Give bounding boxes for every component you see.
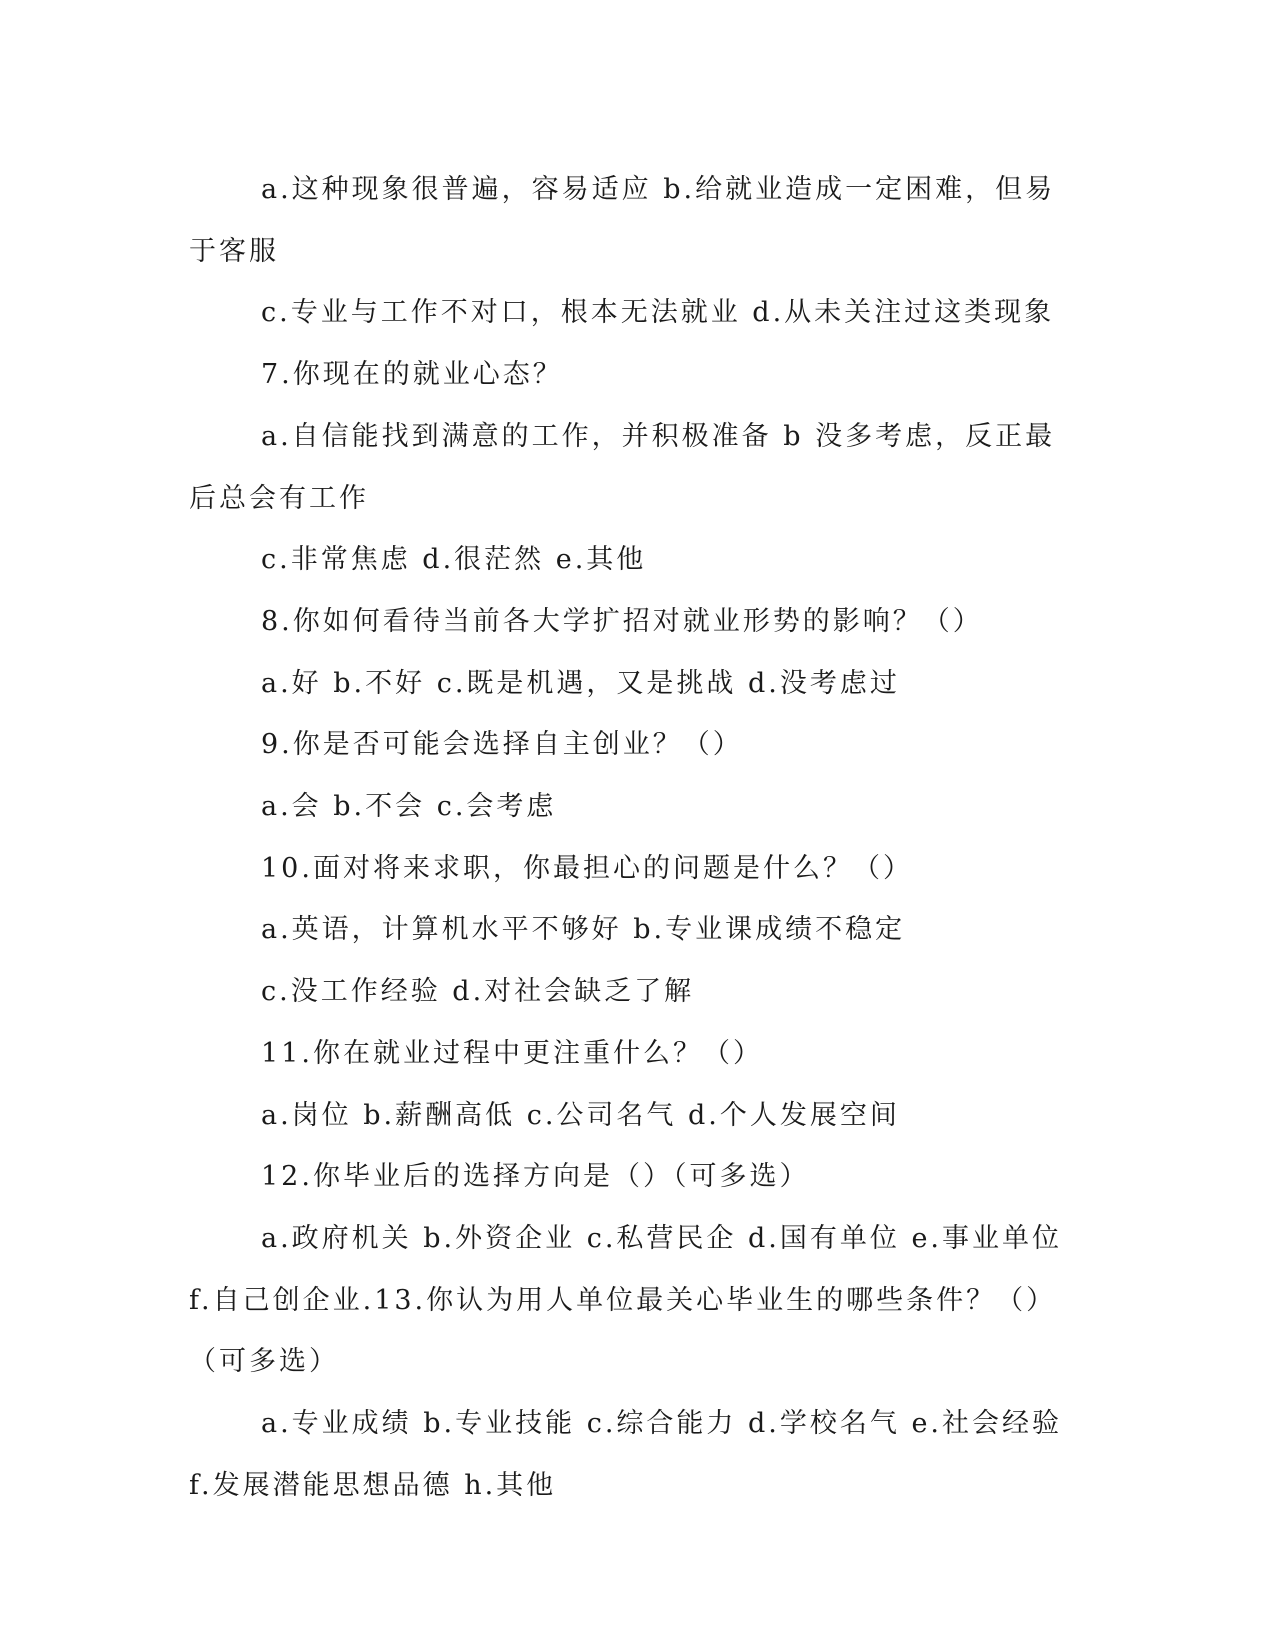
question-8: 8.你如何看待当前各大学扩招对就业形势的影响？（）: [261, 605, 983, 637]
answer-options-q9: a.会 b.不会 c.会考虑: [261, 791, 557, 823]
answer-options-q6-line2: c.专业与工作不对口，根本无法就业 d.从未关注过这类现象: [261, 297, 1055, 329]
answer-options-q10-line2: c.没工作经验 d.对社会缺乏了解: [261, 976, 695, 1008]
answer-options-q13: a.专业成绩 b.专业技能 c.综合能力 d.学校名气 e.社会经验 f.发展潜能思想品德 h.其他: [189, 1408, 1063, 1501]
question-9: 9.你是否可能会选择自主创业？（）: [261, 729, 743, 761]
answer-options-q12-and-question-13: a.政府机关 b.外资企业 c.私营民企 d.国有单位 e.事业单位 f.自己创企业.13.你认为用人单位最关心毕业生的哪些条件？（）（可多选）: [189, 1222, 1063, 1378]
answer-options-q10-line1: a.英语，计算机水平不够好 b.专业课成绩不稳定: [261, 914, 906, 946]
answer-options-q11: a.岗位 b.薪酬高低 c.公司名气 d.个人发展空间: [261, 1099, 900, 1131]
answer-options-q7-line1: a.自信能找到满意的工作，并积极准备 b 没多考虑，反正最后总会有工作: [189, 420, 1056, 514]
question-12: 12.你毕业后的选择方向是（）（可多选）: [261, 1161, 810, 1193]
question-11: 11.你在就业过程中更注重什么？（）: [261, 1037, 763, 1069]
question-10: 10.面对将来求职，你最担心的问题是什么？（）: [261, 852, 913, 884]
answer-options-q7-line2: c.非常焦虑 d.很茫然 e.其他: [261, 544, 647, 576]
answer-options-q6-line1: a.这种现象很普遍，容易适应 b.给就业造成一定困难，但易于客服: [189, 174, 1056, 267]
question-7: 7.你现在的就业心态？: [261, 359, 563, 391]
document-body: [189, 159, 1069, 1516]
answer-options-q8: a.好 b.不好 c.既是机遇，又是挑战 d.没考虑过: [261, 667, 900, 699]
